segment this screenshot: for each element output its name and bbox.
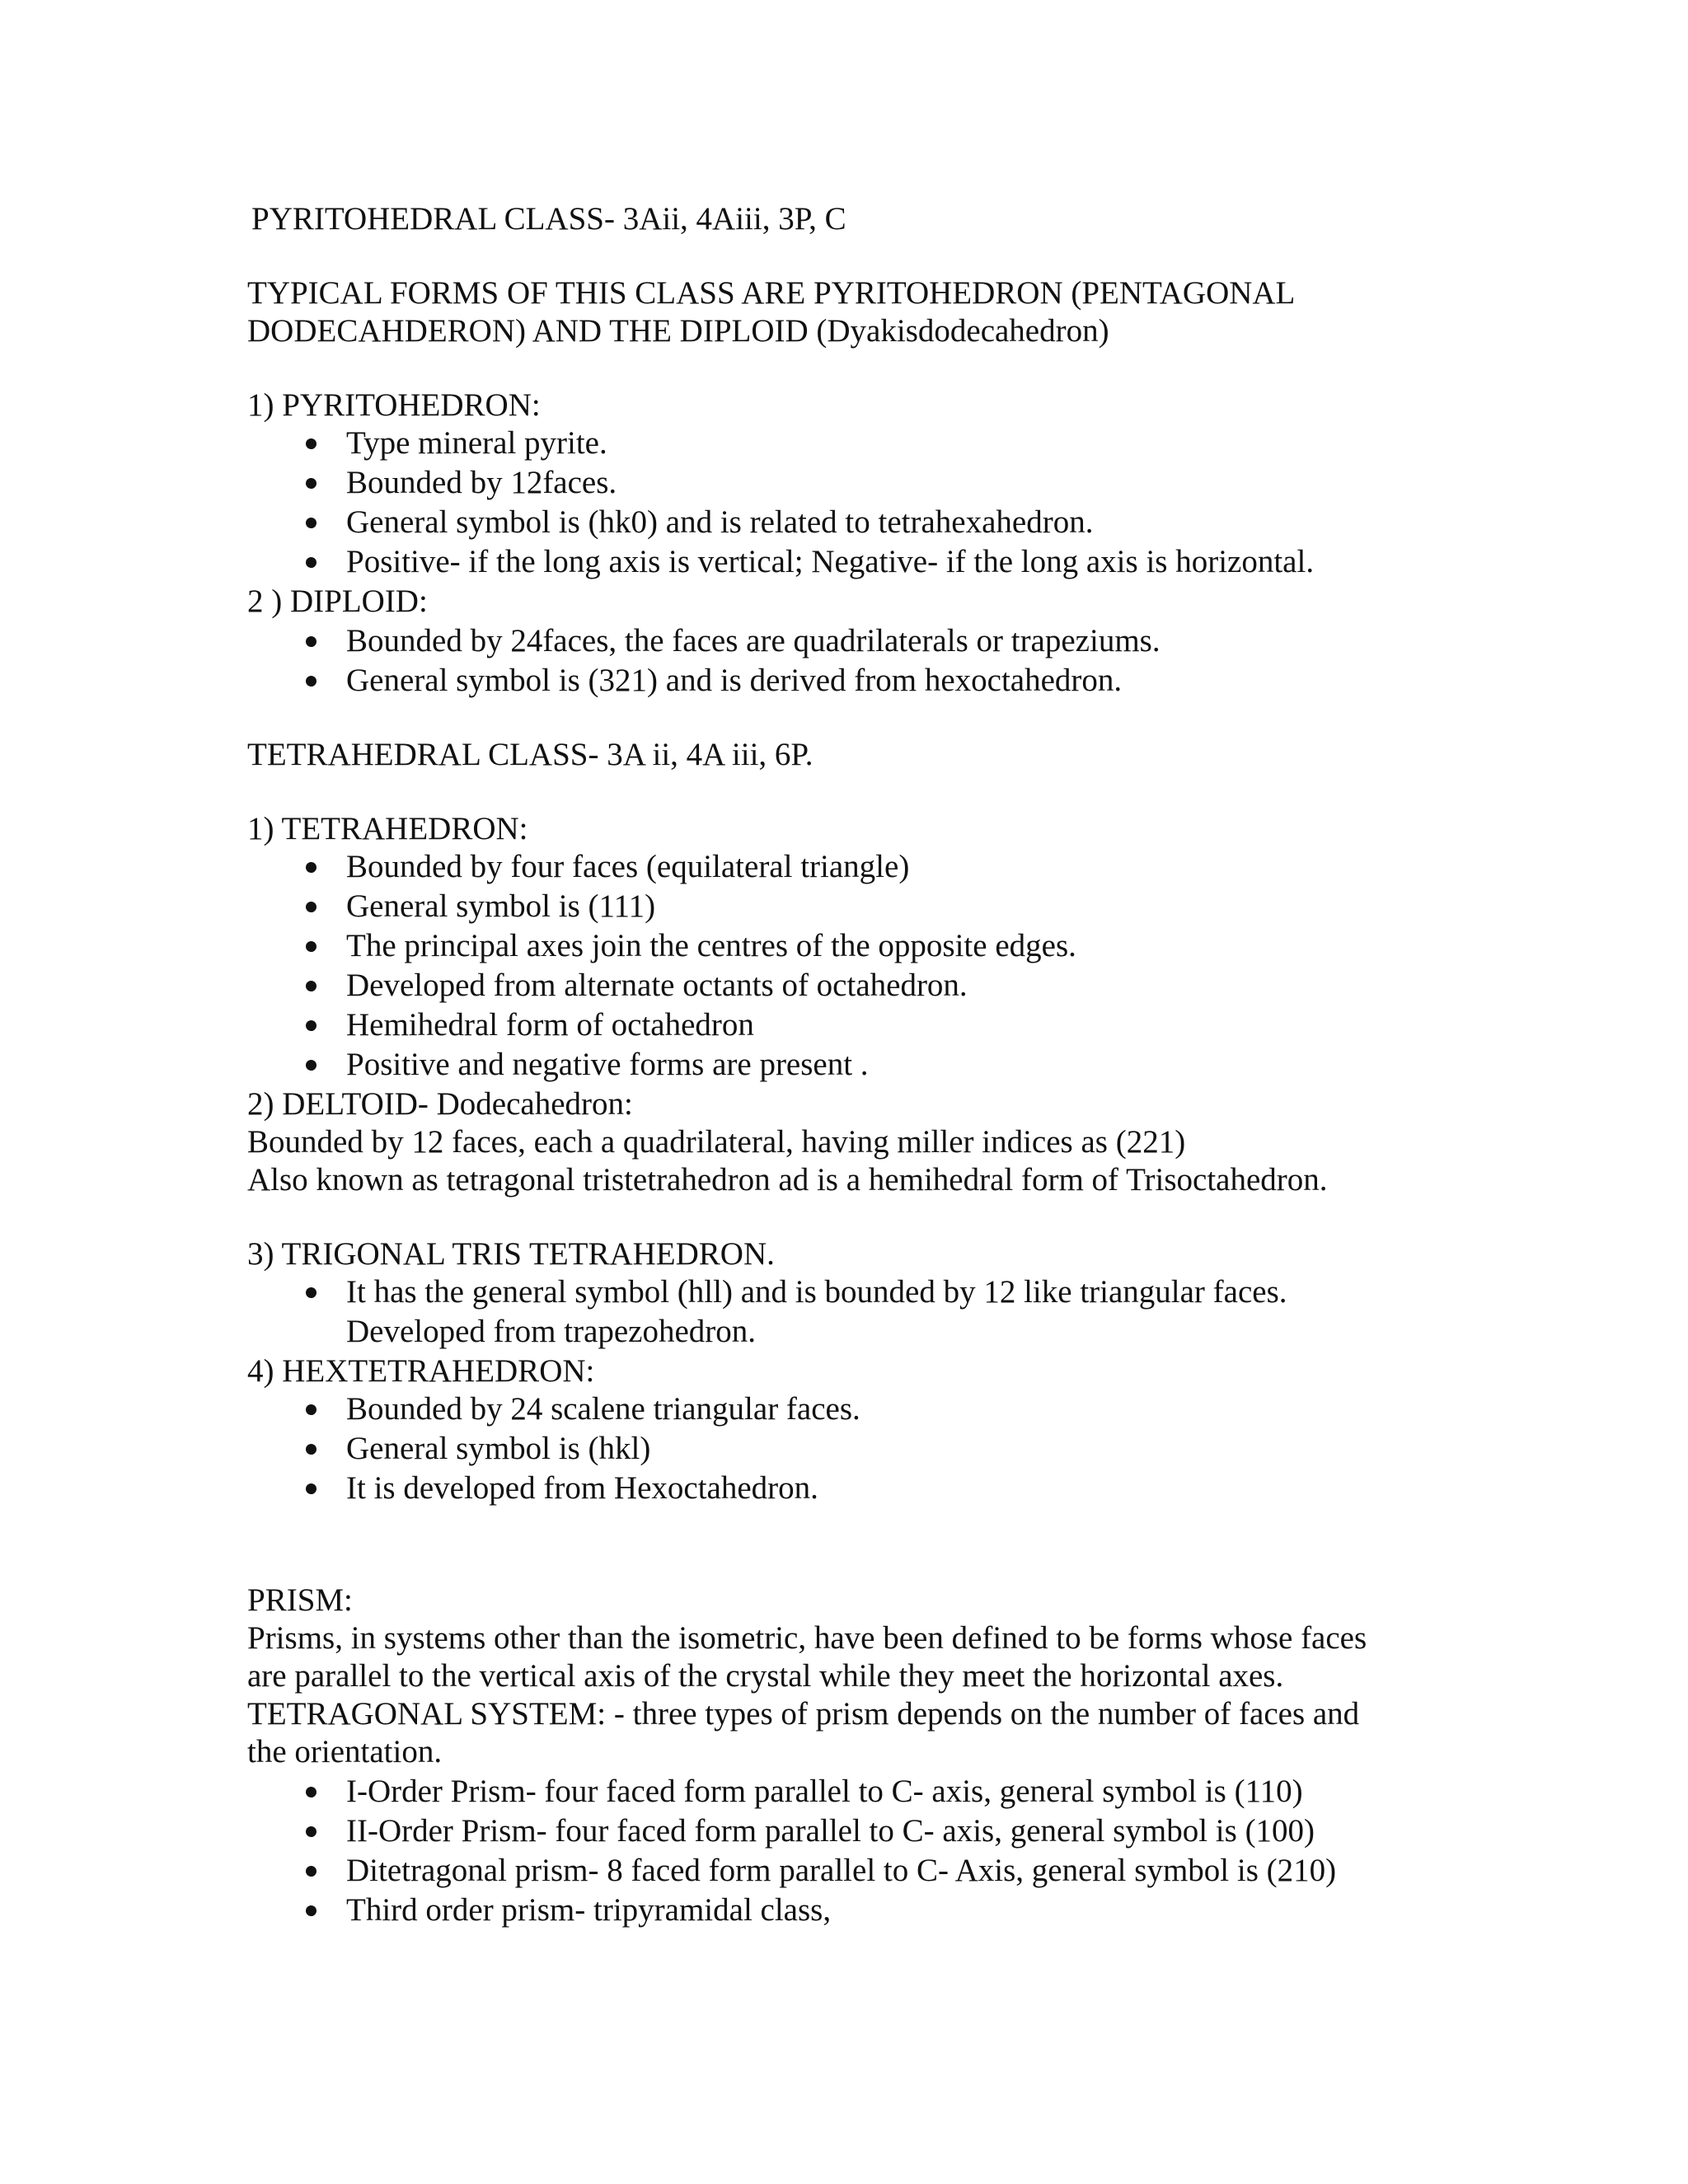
tetragonal-system-line-1: TETRAGONAL SYSTEM: - three types of prism depends on the number of faces and xyxy=(247,1696,1360,1732)
hextetrahedron-bullet-2: General symbol is (hkl) xyxy=(346,1431,651,1466)
bullet-dot xyxy=(306,1905,316,1916)
prism-bullet-4: Third order prism- tripyramidal class, xyxy=(346,1892,832,1928)
pyritohedron-bullet-2: Bounded by 12faces. xyxy=(346,465,617,500)
bullet-dot xyxy=(306,478,316,489)
typical-forms-line-2: DODECAHDERON) AND THE DIPLOID (Dyakisdodecahedron) xyxy=(247,313,1109,349)
bullet-dot xyxy=(306,941,316,952)
bullet-dot xyxy=(306,1060,316,1071)
bullet-dot xyxy=(306,518,316,528)
hextetrahedron-title: 4) HEXTETRAHEDRON: xyxy=(247,1353,595,1389)
prism-bullet-1: I-Order Prism- four faced form parallel to C- axis, general symbol is (110) xyxy=(346,1774,1303,1809)
bullet-dot xyxy=(306,676,316,687)
pyritohedral-class-heading: PYRITOHEDRAL CLASS- 3Aii, 4Aiii, 3P, C xyxy=(251,201,846,237)
pyritohedron-bullet-3: General symbol is (hk0) and is related to tetrahexahedron. xyxy=(346,504,1094,540)
bullet-dot xyxy=(306,902,316,912)
tetrahedron-title: 1) TETRAHEDRON: xyxy=(247,811,528,846)
bullet-dot xyxy=(306,1020,316,1031)
prism-paragraph-line-2: are parallel to the vertical axis of the crystal while they meet the horizontal axes. xyxy=(247,1658,1284,1694)
hextetrahedron-bullet-1: Bounded by 24 scalene triangular faces. xyxy=(346,1391,860,1427)
bullet-dot xyxy=(306,1444,316,1455)
bullet-dot xyxy=(306,636,316,647)
diploid-bullet-1: Bounded by 24faces, the faces are quadrilaterals or trapeziums. xyxy=(346,623,1160,658)
bullet-dot xyxy=(306,1287,316,1298)
bullet-dot xyxy=(306,1404,316,1415)
deltoid-title: 2) DELTOID- Dodecahedron: xyxy=(247,1086,633,1122)
prism-paragraph-line-1: Prisms, in systems other than the isometric, have been defined to be forms whose faces xyxy=(247,1620,1367,1656)
pyritohedron-bullet-1: Type mineral pyrite. xyxy=(346,425,607,461)
bullet-dot xyxy=(306,1866,316,1877)
trigonal-tris-tetrahedron-title: 3) TRIGONAL TRIS TETRAHEDRON. xyxy=(247,1236,775,1272)
diploid-title: 2 ) DIPLOID: xyxy=(247,583,428,619)
tetrahedron-bullet-1: Bounded by four faces (equilateral triangle) xyxy=(346,849,910,884)
diploid-bullet-2: General symbol is (321) and is derived from hexoctahedron. xyxy=(346,663,1123,698)
typical-forms-line-1: TYPICAL FORMS OF THIS CLASS ARE PYRITOHEDRON (PENTAGONAL xyxy=(247,275,1296,311)
tetrahedron-bullet-6: Positive and negative forms are present . xyxy=(346,1047,869,1082)
bullet-dot xyxy=(306,438,316,449)
tetrahedron-bullet-5: Hemihedral form of octahedron xyxy=(346,1007,754,1043)
prism-bullet-3: Ditetragonal prism- 8 faced form parallel to C- Axis, general symbol is (210) xyxy=(346,1853,1337,1888)
tetrahedron-bullet-4: Developed from alternate octants of octahedron. xyxy=(346,968,968,1003)
prism-bullet-2: II-Order Prism- four faced form parallel to C- axis, general symbol is (100) xyxy=(346,1813,1315,1849)
tetrahedron-bullet-2: General symbol is (111) xyxy=(346,888,656,924)
hextetrahedron-bullet-3: It is developed from Hexoctahedron. xyxy=(346,1470,818,1506)
deltoid-line-2: Also known as tetragonal tristetrahedron ad is a hemihedral form of Trisoctahedron. xyxy=(247,1162,1328,1197)
tetrahedron-bullet-3: The principal axes join the centres of the opposite edges. xyxy=(346,928,1076,963)
trigonal-bullet-1-continuation: Developed from trapezohedron. xyxy=(346,1314,757,1349)
trigonal-bullet-1: It has the general symbol (hll) and is bounded by 12 like triangular faces. xyxy=(346,1274,1287,1310)
bullet-dot xyxy=(306,862,316,873)
bullet-dot xyxy=(306,1483,316,1494)
tetrahedral-class-heading: TETRAHEDRAL CLASS- 3A ii, 4A iii, 6P. xyxy=(247,737,814,772)
bullet-dot xyxy=(306,1826,316,1837)
bullet-dot xyxy=(306,557,316,568)
pyritohedron-title: 1) PYRITOHEDRON: xyxy=(247,387,541,423)
bullet-dot xyxy=(306,981,316,991)
pyritohedron-bullet-4: Positive- if the long axis is vertical; Negative- if the long axis is horizontal. xyxy=(346,544,1315,579)
bullet-dot xyxy=(306,1787,316,1797)
deltoid-line-1: Bounded by 12 faces, each a quadrilateral, having miller indices as (221) xyxy=(247,1124,1186,1160)
tetragonal-system-line-2: the orientation. xyxy=(247,1734,443,1769)
prism-title: PRISM: xyxy=(247,1582,353,1618)
